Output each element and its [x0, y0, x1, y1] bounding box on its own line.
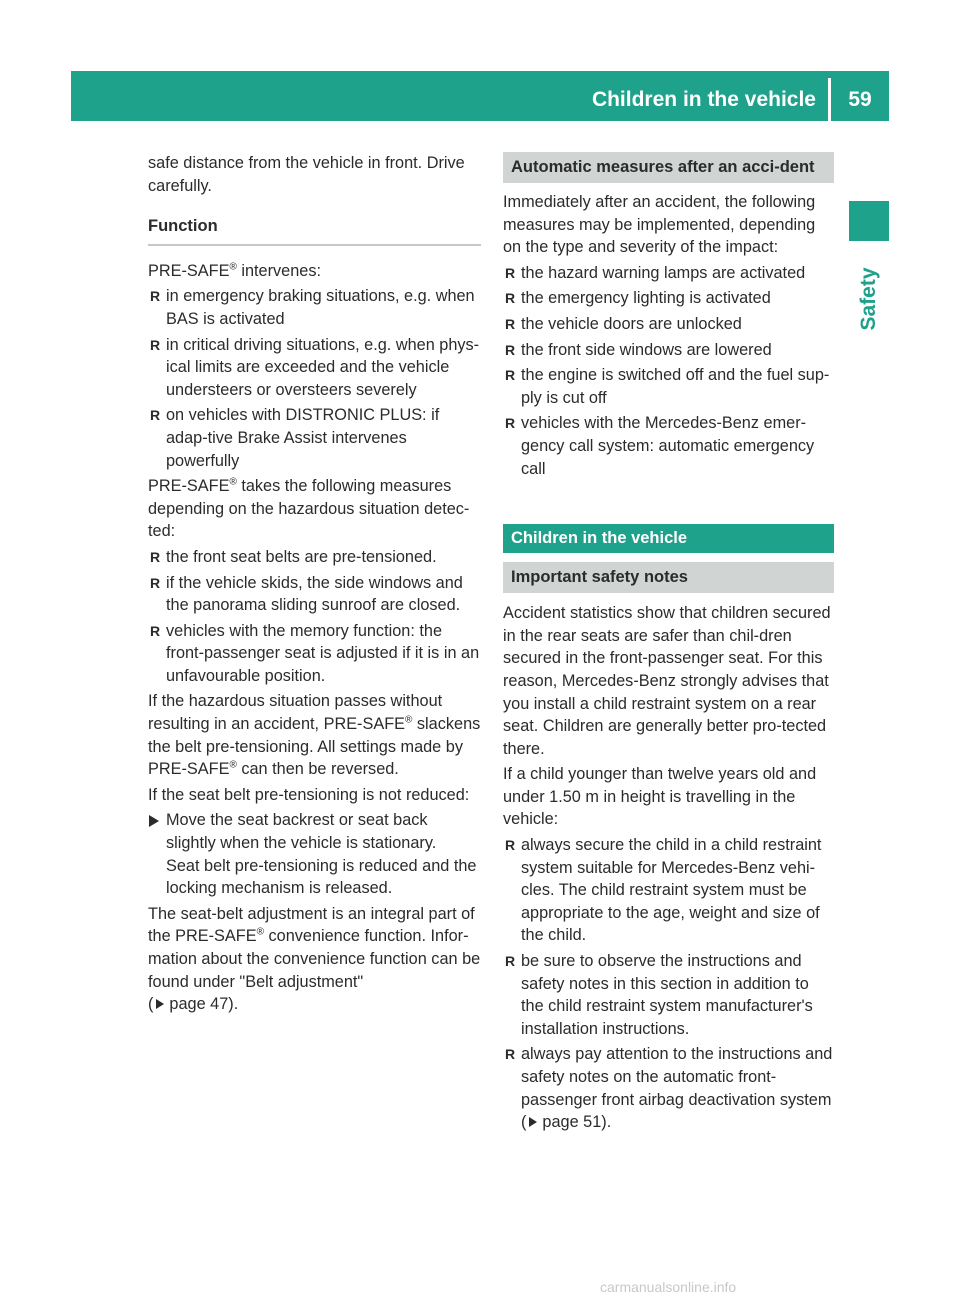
- list-item: R the front seat belts are pre-tensioned.: [148, 546, 481, 569]
- list-item: R the hazard warning lamps are activated: [503, 262, 834, 285]
- intervenes-text: PRE-SAFE® intervenes:: [148, 261, 321, 280]
- function-heading: Function: [148, 215, 481, 246]
- list-item: R in critical driving situations, e.g. when phys-ical limits are exceeded and the vehicle understeers or oversteers severely: [148, 334, 481, 402]
- watermark: carmanualsonline.info: [600, 1279, 737, 1295]
- section-tab-label: Safety: [857, 267, 880, 331]
- list-item: R the emergency lighting is activated: [503, 287, 834, 310]
- list-item: R the engine is switched off and the fuel sup-ply is cut off: [503, 364, 834, 409]
- intervene-list: [148, 285, 481, 472]
- list-item: R vehicles with the Mercedes-Benz emer-gency call system: automatic emergency call: [503, 412, 834, 480]
- safety-notes-heading: Important safety notes: [503, 562, 834, 593]
- page-ref-icon: [156, 999, 164, 1009]
- not-reduced-text: If the seat belt pre-tensioning is not reduced:: [148, 785, 470, 804]
- list-item: R on vehicles with DISTRONIC PLUS: if adap-tive Brake Assist intervenes powerfully: [148, 404, 481, 472]
- auto-measures-list: [503, 262, 834, 480]
- left-column: [148, 152, 481, 1019]
- list-item: R if the vehicle skids, the side windows and the panorama sliding sunroof are closed.: [148, 572, 481, 617]
- step-arrow-icon: [149, 815, 159, 827]
- list-item: R be sure to observe the instructions and safety notes in this section in addition to the child restraint system manufacturer's installation instructions.: [503, 950, 834, 1040]
- page-reference[interactable]: page 47).: [169, 995, 239, 1014]
- list-item: R the vehicle doors are unlocked: [503, 313, 834, 336]
- header-bar: [71, 71, 889, 121]
- children-section-heading: Children in the vehicle: [503, 524, 834, 553]
- list-item: R the front side windows are lowered: [503, 339, 834, 362]
- safety-paragraph-1: Accident statistics show that children secured in the rear seats are safer than chil-dren secured in the front-passenger seat. For this reason, Mercedes-Benz strongly advises that you install a child restraint system on a rear seat. Children are generally better pro-tected there.: [503, 604, 831, 758]
- page-ref-icon: [529, 1117, 537, 1127]
- measures-text: PRE-SAFE® takes the following measures depending on the hazardous situation detec-ted:: [148, 476, 470, 541]
- page-number: 59: [848, 88, 872, 111]
- list-item: R vehicles with the memory function: the front-passenger seat is adjusted if it is in an unfavourable position.: [148, 620, 481, 688]
- step-result: Seat belt pre-tensioning is reduced and the locking mechanism is released.: [166, 856, 477, 898]
- instruction-step: [148, 809, 481, 899]
- list-item: R always secure the child in a child restraint system suitable for Mercedes-Benz vehi-cles. The child restraint system must be appropriate to the age, weight and size of the child.: [503, 834, 834, 947]
- belt-text: The seat-belt adjustment is an integral part of the PRE-SAFE® convenience function. Infor-mation about the convenience function can be found under "Belt adjustment" ( page 47).: [148, 904, 481, 1014]
- safety-list: [503, 834, 834, 1134]
- safety-paragraph-2: If a child younger than twelve years old and under 1.50 m in height is travelling in the vehicle:: [503, 765, 817, 829]
- auto-intro-text: Immediately after an accident, the following measures may be implemented, depending on the type and severity of the impact:: [503, 193, 816, 257]
- list-item: R in emergency braking situations, e.g. when BAS is activated: [148, 285, 481, 330]
- right-column: [503, 152, 834, 1137]
- passes-text: If the hazardous situation passes without resulting in an accident, PRE-SAFE® slackens the belt pre-tensioning. All settings made by PRE-SAFE® can then be reversed.: [148, 692, 481, 779]
- section-marker: [849, 201, 889, 241]
- measures-list: [148, 546, 481, 688]
- step-text: Move the seat backrest or seat back slightly when the vehicle is stationary.: [166, 811, 437, 853]
- list-item: R always pay attention to the instructions and safety notes on the automatic front-passenger front airbag deactivation system ( page 51).: [503, 1043, 834, 1133]
- page-reference[interactable]: page 51).: [542, 1113, 612, 1132]
- automatic-measures-heading: Automatic measures after an acci-dent: [503, 152, 834, 183]
- intro-text: safe distance from the vehicle in front. Drive carefully.: [148, 154, 465, 195]
- page-title: Children in the vehicle: [591, 88, 816, 111]
